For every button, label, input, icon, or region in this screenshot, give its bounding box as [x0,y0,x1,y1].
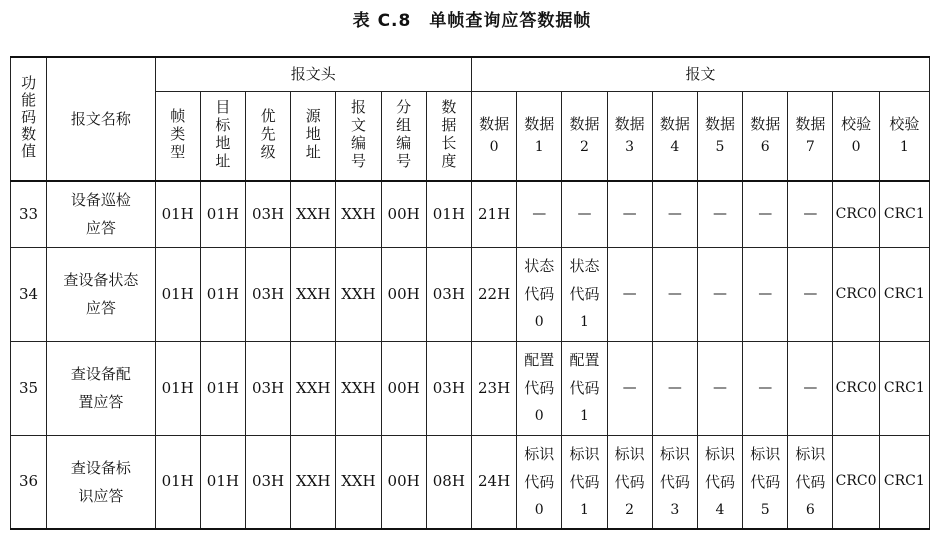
row-data-index: 0 [534,408,544,424]
row-head-cell: 03H [245,341,290,435]
row-data-index: 1 [579,314,589,330]
row-name-line: 置应答 [78,393,124,411]
row-data-cell: — [562,181,607,247]
row-data-cell [652,435,697,529]
row-data-cell: — [652,181,697,247]
row-data-line: 配置 [569,351,600,369]
row-check-cell: CRC1 [879,247,929,341]
row-data-index: 2 [625,501,635,518]
table-row [11,341,930,435]
table-row [11,247,930,341]
header-data-label: 数据 [569,114,600,133]
row-name-line: 识应答 [78,486,124,505]
row-data-line: 标识 [795,444,826,463]
row-data-line: 标识 [569,444,600,463]
row-data-cell: — [788,181,833,247]
row-head-cell: 01H [200,435,245,529]
row-data-cell: 23H [471,341,516,435]
header-col-5 [381,91,426,181]
row-head-cell: 03H [245,247,290,341]
header-data-col-2 [562,91,607,181]
row-data-line: 代码 [705,472,736,491]
row-check-cell: CRC1 [879,181,929,247]
row-head-cell: 03H [245,181,290,247]
row-data-line: 代码 [524,472,555,491]
header-data-index: 1 [534,138,544,155]
row-name-line: 应答 [85,299,116,317]
header-data-index: 5 [715,138,725,155]
header-col-4 [336,91,381,181]
row-name-line: 设备巡检 [70,191,131,210]
row-data-cell: — [607,247,652,341]
row-data-index: 0 [534,314,544,330]
row-check-cell: CRC0 [833,181,879,247]
header-data-label: 数据 [614,114,645,133]
row-data-line: 标识 [524,444,555,463]
table-title: 表 C.8 单帧查询应答数据帧 [352,11,592,31]
header-data-col-0 [471,91,516,181]
header-data-col-6 [743,91,788,181]
header-data-index: 2 [579,138,589,155]
row-data-index: 0 [534,501,544,518]
header-data-index: 3 [625,138,635,155]
row-data-line: 代码 [524,379,555,397]
header-group-head: 报文头 [155,57,471,91]
row-name-line: 查设备标 [70,458,131,477]
row-data-cell [517,247,562,341]
row-data-index: 6 [805,501,815,518]
row-data-cell [743,435,788,529]
row-data-cell: — [652,247,697,341]
header-group-body: 报文 [471,57,929,91]
header-col-label: 目标地址 [215,98,231,171]
row-name [47,247,155,341]
row-data-line: 代码 [524,285,555,303]
row-data-cell: — [697,247,742,341]
row-data-cell [562,435,607,529]
row-head-cell: 01H [155,181,200,247]
row-name-line: 查设备状态 [63,271,139,289]
header-data-index: 6 [760,138,770,155]
row-head-cell: 03H [245,435,290,529]
row-head-cell: XXH [291,181,336,247]
row-data-cell: — [743,341,788,435]
row-data-line: 代码 [569,379,600,397]
header-col-label: 优先级 [260,107,276,162]
header-data-col-7 [788,91,833,181]
row-data-line: 标识 [705,444,736,463]
header-data-col-4 [652,91,697,181]
row-data-cell [788,435,833,529]
header-data-col-5 [697,91,742,181]
header-col-3 [291,91,336,181]
row-head-cell: 01H [200,247,245,341]
row-head-cell: 03H [426,247,471,341]
header-data-index: 7 [805,138,815,155]
row-code: 36 [11,435,47,529]
row-data-cell: — [743,247,788,341]
row-head-cell: 00H [381,435,426,529]
header-func-code [11,57,47,181]
row-name [47,435,155,529]
row-data-cell: — [788,247,833,341]
header-col-label: 报文编号 [350,98,366,171]
header-col-label: 数据长度 [441,98,457,171]
row-check-cell: CRC1 [879,435,929,529]
header-col-1 [200,91,245,181]
row-head-cell: XXH [336,181,381,247]
header-col-6 [426,91,471,181]
row-data-cell: — [607,341,652,435]
row-head-cell: XXH [291,435,336,529]
row-data-cell: — [517,181,562,247]
row-head-cell: 08H [426,435,471,529]
row-data-line: 代码 [750,472,781,491]
table-row [11,435,930,529]
row-data-cell [697,435,742,529]
row-code: 34 [11,247,47,341]
row-name [47,341,155,435]
row-head-cell: XXH [336,435,381,529]
header-data-col-1 [517,91,562,181]
row-data-cell: — [697,341,742,435]
row-data-line: 标识 [614,444,645,463]
table-row [11,181,930,247]
row-head-cell: 01H [155,341,200,435]
row-data-line: 标识 [659,444,690,463]
header-check-label: 校验 [841,114,872,133]
row-data-cell: — [652,341,697,435]
row-head-cell: 01H [155,247,200,341]
row-data-line: 代码 [795,472,826,491]
row-data-cell [562,341,607,435]
row-code: 33 [11,181,47,247]
row-data-cell: — [697,181,742,247]
header-data-label: 数据 [659,114,690,133]
header-data-label: 数据 [750,114,781,133]
row-data-index: 1 [579,408,589,424]
row-code: 35 [11,341,47,435]
row-head-cell: 00H [381,341,426,435]
row-head-cell: XXH [291,247,336,341]
row-name [47,181,155,247]
header-col-label: 帧类型 [170,107,186,162]
header-col-2 [245,91,290,181]
row-data-line: 标识 [750,444,781,463]
row-data-cell: 24H [471,435,516,529]
row-data-cell: 22H [471,247,516,341]
row-check-cell: CRC0 [833,341,879,435]
header-data-label: 数据 [524,114,555,133]
header-check-index: 0 [851,138,861,155]
row-head-cell: 00H [381,247,426,341]
row-data-cell: — [788,341,833,435]
row-data-cell: — [743,181,788,247]
row-check-cell: CRC0 [833,435,879,529]
row-data-line: 配置 [524,351,555,369]
row-data-cell [562,247,607,341]
row-head-cell: 00H [381,181,426,247]
row-data-index: 4 [715,501,725,518]
row-data-index: 1 [579,501,589,518]
header-check-index: 1 [899,138,909,155]
row-data-line: 代码 [569,285,600,303]
row-head-cell: 01H [426,181,471,247]
row-head-cell: 01H [200,341,245,435]
header-data-index: 4 [670,138,680,155]
header-data-label: 数据 [795,114,826,133]
header-data-label: 数据 [705,114,736,133]
header-data-index: 0 [489,138,499,155]
row-head-cell: XXH [336,247,381,341]
header-data-label: 数据 [479,114,510,133]
row-head-cell: 03H [426,341,471,435]
row-data-line: 状态 [569,257,600,275]
row-head-cell: XXH [336,341,381,435]
header-col-label: 分组编号 [396,98,412,171]
header-func-code-label: 功能码数值 [21,74,37,160]
row-data-line: 状态 [524,257,555,275]
row-data-cell: — [607,181,652,247]
frame-table [10,56,930,530]
header-data-col-3 [607,91,652,181]
header-msg-name: 报文名称 [47,57,155,181]
row-data-cell: 21H [471,181,516,247]
header-col-0 [155,91,200,181]
row-head-cell: 01H [155,435,200,529]
row-head-cell: XXH [291,341,336,435]
row-data-line: 代码 [569,472,600,491]
row-check-cell: CRC1 [879,341,929,435]
row-check-cell: CRC0 [833,247,879,341]
row-data-cell [607,435,652,529]
row-data-line: 代码 [659,472,690,491]
row-data-index: 3 [670,501,680,518]
header-check-col-1 [879,91,929,181]
header-col-label: 源地址 [305,107,321,162]
row-name-line: 查设备配 [70,365,131,383]
row-data-cell [517,435,562,529]
row-data-cell [517,341,562,435]
row-data-index: 5 [760,501,770,518]
row-head-cell: 01H [200,181,245,247]
header-check-label: 校验 [889,114,920,133]
row-name-line: 应答 [85,219,116,238]
row-data-line: 代码 [614,472,645,491]
header-check-col-0 [833,91,879,181]
